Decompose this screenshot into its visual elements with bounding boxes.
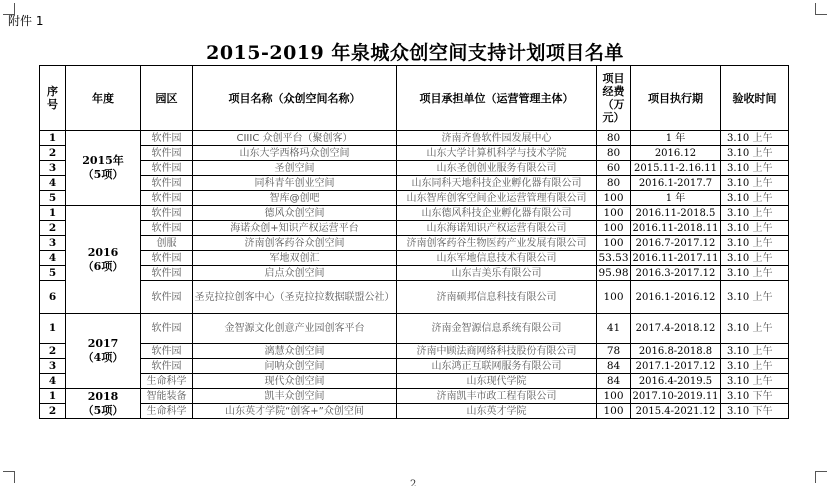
row-org: 山东吉美乐有限公司 <box>397 266 597 281</box>
row-fund: 53.53 <box>598 251 629 264</box>
row-org: 山东鸿正互联网服务有限公司 <box>397 359 597 374</box>
row-fund: 100 <box>597 281 631 314</box>
accept-date: 3.10 <box>727 222 750 234</box>
row-seq: 3 <box>40 161 66 176</box>
accept-date: 3.10 <box>727 390 750 402</box>
row-fund: 100 <box>597 389 631 404</box>
table-header-row <box>40 66 789 131</box>
year-group-cell <box>66 389 141 419</box>
row-seq: 2 <box>40 344 66 359</box>
row-accept-time <box>721 314 789 344</box>
accept-date: 3.10 <box>727 147 750 159</box>
row-accept-time <box>721 206 789 221</box>
crop-mark-bottom-right <box>815 471 827 483</box>
row-org: 山东英才学院 <box>397 404 597 419</box>
year-label: 2018 <box>87 389 119 403</box>
header-org: 项目承担单位（运营管理主体） <box>397 66 597 131</box>
accept-date: 3.10 <box>727 237 750 249</box>
table-row <box>40 206 789 221</box>
row-seq: 3 <box>40 359 66 374</box>
row-fund: 95.98 <box>598 266 629 279</box>
row-park: 软件园 <box>141 206 193 221</box>
accept-ampm: 下午 <box>752 405 773 417</box>
row-org: 山东德风科技企业孵化器有限公司 <box>397 206 597 221</box>
row-period: 2016.12 <box>631 146 721 161</box>
row-project-name: 金智源文化创意产业园创客平台 <box>193 314 397 344</box>
row-period: 2015.11-2.16.11 <box>631 161 721 176</box>
accept-ampm: 上午 <box>752 323 773 334</box>
accept-ampm: 上午 <box>752 267 773 279</box>
row-project-name: 军地双创汇 <box>193 251 397 266</box>
row-period: 1 年 <box>631 191 721 206</box>
table-row <box>40 146 789 161</box>
row-period: 2016.3-2017.12 <box>631 266 721 281</box>
row-project-name: CIIIC 众创平台（聚创客） <box>193 131 397 146</box>
accept-ampm: 下午 <box>752 390 773 402</box>
table-row <box>40 161 789 176</box>
table-row <box>40 404 789 419</box>
row-project-name: 圣创空间 <box>193 161 397 176</box>
row-period: 2016.8-2018.8 <box>631 344 721 359</box>
accept-ampm: 上午 <box>752 132 773 144</box>
row-park: 软件园 <box>141 359 193 374</box>
header-year: 年度 <box>66 66 141 131</box>
year-count: （6项） <box>82 259 124 273</box>
row-accept-time <box>721 359 789 374</box>
row-park: 智能装备 <box>141 389 193 404</box>
row-fund: 100 <box>597 221 631 236</box>
row-seq: 2 <box>40 404 66 419</box>
accept-ampm: 上午 <box>752 237 773 249</box>
row-seq: 1 <box>40 314 66 344</box>
row-org: 济南创客药谷生物医药产业发展有限公司 <box>397 236 597 251</box>
accept-date: 3.10 <box>727 192 750 204</box>
header-park: 园区 <box>141 66 193 131</box>
row-accept-time <box>721 251 789 266</box>
row-park: 软件园 <box>141 131 193 146</box>
accept-ampm: 上午 <box>752 360 773 372</box>
header-seq: 序号 <box>40 66 66 131</box>
accept-date: 3.10 <box>727 252 750 264</box>
table-row <box>40 236 789 251</box>
row-project-name: 现代众创空间 <box>193 374 397 389</box>
row-accept-time <box>721 236 789 251</box>
row-period: 2016.4-2019.5 <box>631 374 721 389</box>
year-group-cell <box>66 314 141 389</box>
row-project-name: 问呐众创空间 <box>193 359 397 374</box>
accept-ampm: 上午 <box>752 162 773 174</box>
row-fund: 80 <box>597 131 631 146</box>
row-project-name: 山东大学西格玛众创空间 <box>193 146 397 161</box>
table-row <box>40 266 789 281</box>
table-row <box>40 389 789 404</box>
year-count: （5项） <box>82 168 124 181</box>
row-accept-time <box>721 131 789 146</box>
row-project-name: 漓慧众创空间 <box>193 344 397 359</box>
row-org: 山东现代学院 <box>397 374 597 389</box>
table-row <box>40 191 789 206</box>
table-body <box>40 131 789 419</box>
row-fund: 100 <box>597 404 631 419</box>
accept-ampm: 上午 <box>752 147 773 159</box>
accept-ampm: 上午 <box>752 192 773 204</box>
row-org: 山东圣创创业服务有限公司 <box>397 161 597 176</box>
accept-date: 3.10 <box>727 323 750 334</box>
crop-mark-bottom-left <box>3 471 15 483</box>
row-accept-time <box>721 389 789 404</box>
row-fund: 78 <box>597 344 631 359</box>
row-project-name: 智库@创吧 <box>193 191 397 206</box>
row-project-name: 同科青年创业空间 <box>193 176 397 191</box>
row-accept-time <box>721 404 789 419</box>
accept-ampm: 上午 <box>752 177 773 189</box>
accept-ampm: 上午 <box>752 207 773 219</box>
row-seq: 1 <box>40 206 66 221</box>
row-fund: 100 <box>597 206 631 221</box>
year-group-cell <box>66 131 141 206</box>
row-org: 山东同科天地科技企业孵化器有限公司 <box>397 176 597 191</box>
year-count: （5项） <box>82 403 124 417</box>
row-project-name: 圣克拉拉创客中心（圣克拉拉数据联盟公社） <box>193 281 397 314</box>
row-fund: 100 <box>597 236 631 251</box>
row-org: 济南金智源信息系统有限公司 <box>397 314 597 344</box>
accept-ampm: 上午 <box>752 345 773 357</box>
accept-date: 3.10 <box>727 177 750 189</box>
row-park: 软件园 <box>141 251 193 266</box>
table-row <box>40 314 789 344</box>
row-accept-time <box>721 344 789 359</box>
row-period: 2017.4-2018.12 <box>631 314 721 344</box>
project-table <box>39 65 789 419</box>
row-fund: 84 <box>597 359 631 374</box>
row-project-name: 山东英才学院“创客+”众创空间 <box>193 404 397 419</box>
accept-date: 3.10 <box>727 405 750 417</box>
accept-date: 3.10 <box>727 360 750 372</box>
row-fund: 100 <box>597 191 631 206</box>
year-label: 2015年 <box>82 154 124 167</box>
header-fund: 项目经费（万元） <box>597 66 631 131</box>
header-project: 项目名称（众创空间名称） <box>193 66 397 131</box>
table-row <box>40 359 789 374</box>
row-org: 济南硕邦信息科技有限公司 <box>397 281 597 314</box>
row-fund: 60 <box>597 161 631 176</box>
accept-date: 3.10 <box>727 375 750 387</box>
year-label: 2016 <box>87 245 119 259</box>
row-seq: 4 <box>40 374 66 389</box>
row-accept-time <box>721 161 789 176</box>
row-period: 2015.4-2021.12 <box>631 404 721 419</box>
row-accept-time <box>721 281 789 314</box>
row-seq: 2 <box>40 221 66 236</box>
table-row <box>40 251 789 266</box>
row-park: 生命科学 <box>141 404 193 419</box>
accept-date: 3.10 <box>727 207 750 219</box>
year-group-cell <box>66 206 141 314</box>
row-org: 山东军地信息技术有限公司 <box>397 251 597 266</box>
row-seq: 2 <box>40 146 66 161</box>
row-accept-time <box>721 221 789 236</box>
row-accept-time <box>721 374 789 389</box>
row-park: 软件园 <box>141 176 193 191</box>
row-org: 山东大学计算机科学与技术学院 <box>397 146 597 161</box>
row-seq: 3 <box>40 236 66 251</box>
row-period: 2016.1-2016.12 <box>631 281 721 314</box>
page-number: 2 <box>410 479 417 486</box>
row-fund: 41 <box>597 314 631 344</box>
crop-mark-top-right <box>815 3 827 15</box>
row-period: 1 年 <box>631 131 721 146</box>
table-row <box>40 374 789 389</box>
row-seq: 4 <box>40 176 66 191</box>
header-period: 项目执行期 <box>631 66 721 131</box>
row-fund: 84 <box>597 374 631 389</box>
row-seq: 6 <box>40 281 66 314</box>
row-org: 济南凯丰市政工程有限公司 <box>397 389 597 404</box>
row-fund: 80 <box>597 146 631 161</box>
table-row <box>40 221 789 236</box>
accept-date: 3.10 <box>727 345 750 357</box>
row-seq: 5 <box>40 266 66 281</box>
table-row <box>40 281 789 314</box>
row-accept-time <box>721 266 789 281</box>
accept-date: 3.10 <box>727 267 750 279</box>
accept-ampm: 上午 <box>752 375 773 387</box>
row-project-name: 凯丰众创空间 <box>193 389 397 404</box>
row-fund: 80 <box>597 176 631 191</box>
row-project-name: 启点众创空间 <box>193 266 397 281</box>
row-seq: 5 <box>40 191 66 206</box>
row-park: 软件园 <box>141 191 193 206</box>
row-org: 山东智库创客空间企业运营管理有限公司 <box>397 191 597 206</box>
row-period: 2017.10-2019.11 <box>632 390 719 402</box>
accept-date: 3.10 <box>727 132 750 144</box>
row-park: 软件园 <box>141 281 193 314</box>
document-title: 2015-2019 年泉城众创空间支持计划项目名单 <box>206 42 624 64</box>
header-accept: 验收时间 <box>721 66 789 131</box>
row-accept-time <box>721 176 789 191</box>
row-period: 2017.1-2017.12 <box>631 359 721 374</box>
year-count: （4项） <box>82 351 124 364</box>
row-park: 软件园 <box>141 314 193 344</box>
row-park: 创服 <box>141 236 193 251</box>
row-period: 2016.7-2017.12 <box>631 236 721 251</box>
row-project-name: 海诺众创+知识产权运营平台 <box>193 221 397 236</box>
row-park: 软件园 <box>141 266 193 281</box>
attachment-label: 附件 1 <box>8 14 44 28</box>
accept-ampm: 上午 <box>752 252 773 264</box>
year-label: 2017 <box>87 337 119 350</box>
row-park: 生命科学 <box>141 374 193 389</box>
row-accept-time <box>721 146 789 161</box>
accept-ampm: 上午 <box>752 291 773 303</box>
accept-date: 3.10 <box>727 291 750 303</box>
row-project-name: 德风众创空间 <box>193 206 397 221</box>
accept-date: 3.10 <box>727 162 750 174</box>
row-period: 2016.11-2018.11 <box>632 222 719 234</box>
row-park: 软件园 <box>141 221 193 236</box>
row-park: 软件园 <box>141 146 193 161</box>
table-row <box>40 131 789 146</box>
row-park: 软件园 <box>141 344 193 359</box>
row-project-name: 济南创客药谷众创空间 <box>193 236 397 251</box>
row-seq: 4 <box>40 251 66 266</box>
table-row <box>40 344 789 359</box>
accept-ampm: 上午 <box>752 222 773 234</box>
row-accept-time <box>721 191 789 206</box>
row-period: 2016.11-2018.5 <box>631 206 721 221</box>
row-seq: 1 <box>40 131 66 146</box>
table-row <box>40 176 789 191</box>
row-org: 山东海诺知识产权运营有限公司 <box>397 221 597 236</box>
row-seq: 1 <box>40 389 66 404</box>
row-period: 2016.11-2017.11 <box>632 252 719 264</box>
row-period: 2016.1-2017.7 <box>631 176 721 191</box>
row-org: 济南齐鲁软件园发展中心 <box>397 131 597 146</box>
row-org: 济南中顾法商网络科技股份有限公司 <box>397 344 597 359</box>
row-park: 软件园 <box>141 161 193 176</box>
